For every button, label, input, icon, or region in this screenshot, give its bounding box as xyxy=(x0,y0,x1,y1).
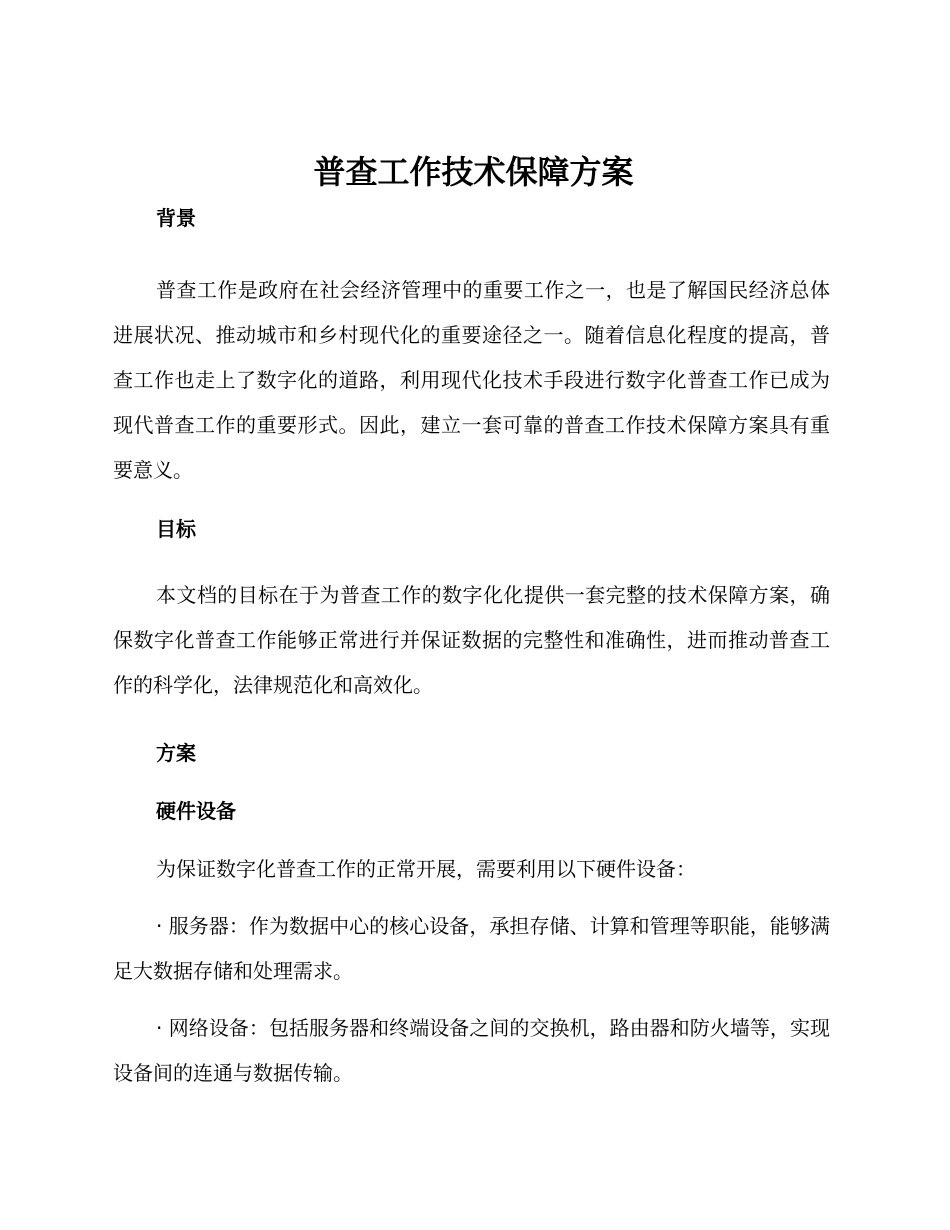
heading-background: 背景 xyxy=(156,206,196,230)
heading-goal: 目标 xyxy=(156,517,196,541)
paragraph-goal: 本文档的目标在于为普查工作的数字化化提供一套完整的技术保障方案，确保数字化普查工作能够正常进行并保证数据的完整性和准确性，进而推动普查工作的科学化，法律规范化和高效化。 xyxy=(113,583,830,697)
heading-plan: 方案 xyxy=(156,741,196,765)
paragraph-hardware-intro: 为保证数字化普查工作的正常开展，需要利用以下硬件设备： xyxy=(156,857,696,881)
list-item-network: · 网络设备：包括服务器和终端设备之间的交换机，路由器和防火墙等，实现设备间的连通与数据传输。 xyxy=(113,1016,830,1085)
paragraph-background: 普查工作是政府在社会经济管理中的重要工作之一，也是了解国民经济总体进展状况、推动城市和乡村现代化的重要途径之一。随着信息化程度的提高，普查工作也走上了数字化的道路，利用现代化技术手段进行数字化普查工作已成为现代普查工作的重要形式。因此，建立一套可靠的普查工作技术保障方案具有重要意义。 xyxy=(113,278,830,482)
document-title: 普查工作技术保障方案 xyxy=(313,153,634,191)
heading-hardware: 硬件设备 xyxy=(156,799,236,823)
list-item-server: · 服务器：作为数据中心的核心设备，承担存储、计算和管理等职能，能够满足大数据存储和处理需求。 xyxy=(113,914,830,983)
